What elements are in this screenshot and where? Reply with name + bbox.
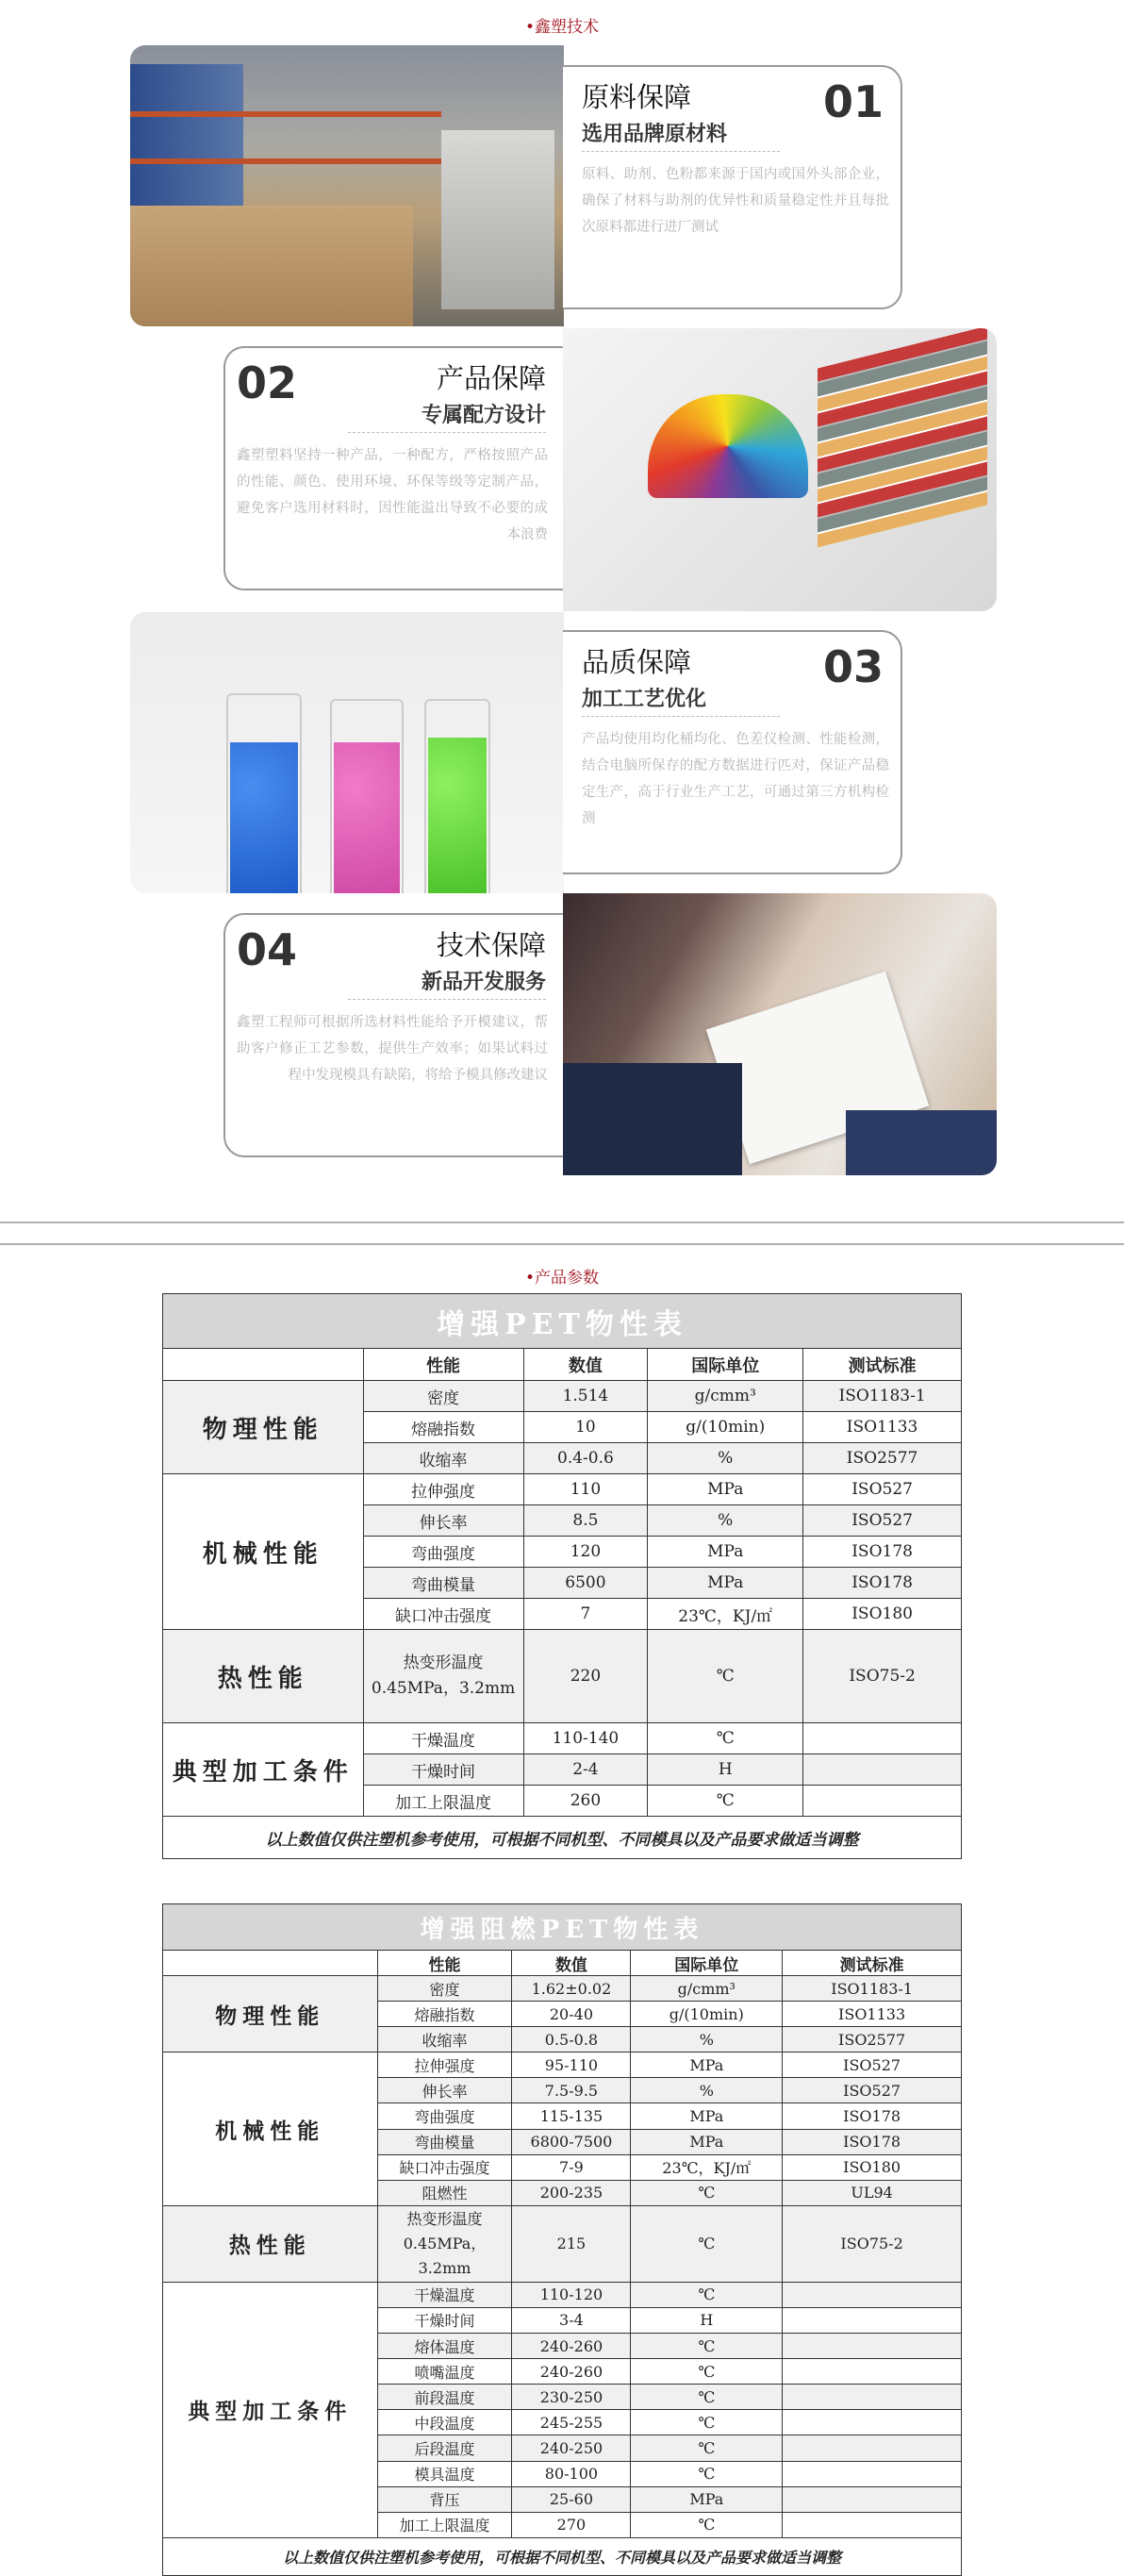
- table-cell: MPa: [631, 2486, 783, 2512]
- table-cell: ℃: [631, 2461, 783, 2486]
- table-cell: 260: [523, 1786, 648, 1817]
- table-cell: 20-40: [512, 2002, 631, 2027]
- table-cell: H: [631, 2307, 783, 2333]
- table-cell: 后段温度: [377, 2435, 512, 2461]
- table-cell: %: [631, 2027, 783, 2052]
- table-cell: ISO1133: [803, 1412, 962, 1443]
- pet-properties-table: [162, 1293, 962, 1859]
- table-cell: [783, 2359, 962, 2385]
- table-cell: 弯曲模量: [363, 1568, 523, 1599]
- table-cell: 收缩率: [363, 1443, 523, 1474]
- table-cell: 收缩率: [377, 2027, 512, 2052]
- table-cell: 120: [523, 1537, 648, 1568]
- table-cell: 背压: [377, 2486, 512, 2512]
- table-cell: ISO527: [803, 1505, 962, 1537]
- table-row: [163, 1474, 962, 1505]
- table-row: [163, 2052, 962, 2078]
- table-cell: [783, 2486, 962, 2512]
- dashed-divider: [582, 716, 780, 717]
- table-cell: 220: [523, 1630, 648, 1723]
- feature-card-03: [563, 630, 902, 874]
- table-cell: 7: [523, 1599, 648, 1630]
- table-cell: ISO527: [783, 2052, 962, 2078]
- table-row: [163, 1976, 962, 2002]
- table-cell: 215: [512, 2205, 631, 2282]
- category-cell: 物理性能: [163, 1381, 364, 1474]
- feature-card-02: [223, 346, 565, 590]
- table-cell: 110: [523, 1474, 648, 1505]
- header-blank: [163, 1951, 378, 1976]
- table-cell: ISO1183-1: [803, 1381, 962, 1412]
- table-cell: 缺口冲击强度: [363, 1599, 523, 1630]
- column-header: 数值: [512, 1951, 631, 1976]
- table-cell: 3-4: [512, 2307, 631, 2333]
- table-cell: [783, 2385, 962, 2410]
- table-cell: 8.5: [523, 1505, 648, 1537]
- table-row: [163, 1723, 962, 1754]
- table-cell: 2-4: [523, 1754, 648, 1786]
- table-cell: 1.514: [523, 1381, 648, 1412]
- table-cell: ISO178: [803, 1568, 962, 1599]
- plastic-pellets-test-tubes-photo: [130, 612, 564, 893]
- table-cell: MPa: [631, 2103, 783, 2129]
- table-cell: 伸长率: [363, 1505, 523, 1537]
- table-cell: 干燥温度: [363, 1723, 523, 1754]
- table-cell: 伸长率: [377, 2078, 512, 2103]
- table-cell: 110-120: [512, 2282, 631, 2307]
- table-cell: 拉伸强度: [363, 1474, 523, 1505]
- table-cell: MPa: [648, 1568, 803, 1599]
- table-cell: 23℃，KJ/㎡: [648, 1599, 803, 1630]
- table-cell: 干燥时间: [363, 1754, 523, 1786]
- table-cell: 加工上限温度: [363, 1786, 523, 1817]
- table-cell: ISO1133: [783, 2002, 962, 2027]
- table-cell: [803, 1786, 962, 1817]
- table-cell: ℃: [648, 1786, 803, 1817]
- table-cell: ℃: [631, 2359, 783, 2385]
- section-divider-top: [0, 1222, 1124, 1223]
- dashed-divider: [348, 999, 546, 1000]
- table-cell: 245-255: [512, 2410, 631, 2435]
- table-cell: %: [648, 1505, 803, 1537]
- table-title: 增强阻燃PET物性表: [163, 1904, 962, 1951]
- table-cell: 115-135: [512, 2103, 631, 2129]
- warehouse-photo: [130, 45, 564, 326]
- table-cell: 240-260: [512, 2334, 631, 2359]
- table-cell: 缺口冲击强度: [377, 2154, 512, 2180]
- table-cell: [783, 2410, 962, 2435]
- table-cell: 80-100: [512, 2461, 631, 2486]
- table-cell: [783, 2435, 962, 2461]
- table-cell: %: [631, 2078, 783, 2103]
- table-cell: ISO180: [783, 2154, 962, 2180]
- feature-card-04: [223, 913, 565, 1157]
- table-cell: 6800-7500: [512, 2129, 631, 2154]
- table-cell: ISO2577: [803, 1443, 962, 1474]
- table-cell: 弯曲强度: [377, 2103, 512, 2129]
- table-row: [163, 1630, 962, 1723]
- feature-body: 原料、助剂、色粉都来源于国内或国外头部企业，确保了材料与助剂的优异性和质量稳定性并且每批次原料都进行进厂测试: [582, 167, 889, 235]
- category-cell: 热性能: [163, 1630, 364, 1723]
- table-cell: 中段温度: [377, 2410, 512, 2435]
- table-cell: 喷嘴温度: [377, 2359, 512, 2385]
- table-row: [163, 2282, 962, 2307]
- feature-subtitle: 选用品牌原材料: [582, 123, 728, 146]
- business-meeting-photo: [563, 893, 997, 1175]
- table-cell: ℃: [631, 2410, 783, 2435]
- table-cell: ℃: [631, 2334, 783, 2359]
- feature-title: 原料保障: [582, 81, 692, 113]
- table-cell: 7.5-9.5: [512, 2078, 631, 2103]
- column-header: 国际单位: [648, 1349, 803, 1381]
- table-cell: ISO527: [803, 1474, 962, 1505]
- table-cell: 阻燃性: [377, 2180, 512, 2205]
- table-cell: [783, 2461, 962, 2486]
- feature-body: 鑫塑工程师可根据所选材料性能给予开模建议，帮助客户修正工艺参数，提供生产效率；如果试料过程中发现模具有缺陷，将给予模具修改建议: [237, 1015, 548, 1083]
- feature-body: 产品均使用均化桶均化、色差仪检测、性能检测，结合电脑所保存的配方数据进行匹对，保证产品稳定生产，高于行业生产工艺，可通过第三方机构检测: [582, 732, 889, 826]
- table-cell: H: [648, 1754, 803, 1786]
- table-cell: ℃: [631, 2180, 783, 2205]
- category-cell: 机械性能: [163, 2052, 378, 2206]
- column-header: 测试标准: [783, 1951, 962, 1976]
- table-cell: ISO527: [783, 2078, 962, 2103]
- table-cell: ISO178: [783, 2103, 962, 2129]
- feature-title: 技术保障: [436, 929, 546, 961]
- feature-subtitle: 新品开发服务: [421, 971, 546, 994]
- table-cell: 0.5-0.8: [512, 2027, 631, 2052]
- section-divider-bottom: [0, 1243, 1124, 1245]
- section-title-params: •产品参数: [524, 1269, 600, 1288]
- table-cell: ℃: [631, 2512, 783, 2537]
- table-cell: 25-60: [512, 2486, 631, 2512]
- table-cell: ISO180: [803, 1599, 962, 1630]
- table-cell: ℃: [631, 2205, 783, 2282]
- table-cell: 270: [512, 2512, 631, 2537]
- table-cell: [783, 2512, 962, 2537]
- table-cell: MPa: [631, 2052, 783, 2078]
- table-cell: ℃: [631, 2435, 783, 2461]
- table-cell: [783, 2334, 962, 2359]
- table-cell: ISO75-2: [783, 2205, 962, 2282]
- table-cell: 110-140: [523, 1723, 648, 1754]
- table-cell: ISO1183-1: [783, 1976, 962, 2002]
- column-header: 性能: [363, 1349, 523, 1381]
- table-cell: 7-9: [512, 2154, 631, 2180]
- feature-number: 01: [822, 76, 884, 127]
- table-cell: 230-250: [512, 2385, 631, 2410]
- table-footnote: 以上数值仅供注塑机参考使用，可根据不同机型、不同模具以及产品要求做适当调整: [163, 1817, 962, 1859]
- category-cell: 物理性能: [163, 1976, 378, 2052]
- table-row: [163, 1381, 962, 1412]
- table-cell: ISO2577: [783, 2027, 962, 2052]
- table-cell: MPa: [631, 2129, 783, 2154]
- feature-subtitle: 专属配方设计: [421, 404, 546, 427]
- table-cell: 弯曲强度: [363, 1537, 523, 1568]
- table-cell: [783, 2307, 962, 2333]
- table-cell: 模具温度: [377, 2461, 512, 2486]
- dashed-divider: [348, 432, 546, 433]
- section-title-tech: •鑫塑技术: [524, 18, 600, 37]
- category-cell: 机械性能: [163, 1474, 364, 1630]
- table-cell: 熔融指数: [377, 2002, 512, 2027]
- feature-number: 03: [822, 641, 884, 692]
- table-cell: ISO178: [783, 2129, 962, 2154]
- table-footnote: 以上数值仅供注塑机参考使用，可根据不同机型、不同模具以及产品要求做适当调整: [163, 2537, 962, 2575]
- table-cell: ℃: [631, 2282, 783, 2307]
- category-cell: 典型加工条件: [163, 2282, 378, 2537]
- table-cell: MPa: [648, 1537, 803, 1568]
- table-cell: 10: [523, 1412, 648, 1443]
- table-cell: 1.62±0.02: [512, 1976, 631, 2002]
- table-cell: 弯曲模量: [377, 2129, 512, 2154]
- table-cell: 热变形温度 0.45MPa，3.2mm: [377, 2205, 512, 2282]
- table-cell: [783, 2282, 962, 2307]
- table-cell: 0.4-0.6: [523, 1443, 648, 1474]
- column-header: 测试标准: [803, 1349, 962, 1381]
- table-cell: 200-235: [512, 2180, 631, 2205]
- column-header: 国际单位: [631, 1951, 783, 1976]
- category-cell: 热性能: [163, 2205, 378, 2282]
- table-cell: 干燥时间: [377, 2307, 512, 2333]
- table-cell: %: [648, 1443, 803, 1474]
- table-cell: 加工上限温度: [377, 2512, 512, 2537]
- table-cell: 密度: [363, 1381, 523, 1412]
- table-cell: 23℃，KJ/㎡: [631, 2154, 783, 2180]
- feature-title: 品质保障: [582, 646, 692, 678]
- feature-card-01: [563, 65, 902, 309]
- table-cell: MPa: [648, 1474, 803, 1505]
- table-title: 增强PET物性表: [163, 1294, 962, 1349]
- table-cell: 95-110: [512, 2052, 631, 2078]
- feature-number: 02: [237, 357, 298, 408]
- table-cell: ℃: [631, 2385, 783, 2410]
- table-cell: g/cmm³: [631, 1976, 783, 2002]
- table-cell: g/cmm³: [648, 1381, 803, 1412]
- table-cell: 熔融指数: [363, 1412, 523, 1443]
- feature-title: 产品保障: [436, 362, 546, 394]
- feature-subtitle: 加工工艺优化: [582, 688, 707, 711]
- table-cell: ISO178: [803, 1537, 962, 1568]
- table-cell: 干燥温度: [377, 2282, 512, 2307]
- category-cell: 典型加工条件: [163, 1723, 364, 1817]
- table-cell: 6500: [523, 1568, 648, 1599]
- feature-body: 鑫塑塑料坚持一种产品，一种配方，严格按照产品的性能、颜色、使用环境、环保等级等定制产品，避免客户选用材料时，因性能溢出导致不必要的成本浪费: [237, 448, 548, 542]
- column-header: 数值: [523, 1349, 648, 1381]
- table-cell: g/(10min): [648, 1412, 803, 1443]
- dashed-divider: [582, 151, 780, 152]
- table-cell: [803, 1754, 962, 1786]
- column-header: 性能: [377, 1951, 512, 1976]
- feature-number: 04: [237, 924, 298, 975]
- table-row: [163, 2205, 962, 2282]
- table-cell: 前段温度: [377, 2385, 512, 2410]
- table-cell: g/(10min): [631, 2002, 783, 2027]
- table-cell: ℃: [648, 1630, 803, 1723]
- table-cell: ISO75-2: [803, 1630, 962, 1723]
- table-cell: 拉伸强度: [377, 2052, 512, 2078]
- table-cell: [803, 1723, 962, 1754]
- table-cell: 密度: [377, 1976, 512, 2002]
- color-swatches-photo: [563, 328, 997, 611]
- table-cell: UL94: [783, 2180, 962, 2205]
- table-cell: ℃: [648, 1723, 803, 1754]
- table-cell: 熔体温度: [377, 2334, 512, 2359]
- flame-retardant-pet-properties-table: [162, 1903, 962, 2576]
- table-cell: 热变形温度 0.45MPa，3.2mm: [363, 1630, 523, 1723]
- table-cell: 240-250: [512, 2435, 631, 2461]
- table-cell: 240-260: [512, 2359, 631, 2385]
- header-blank: [163, 1349, 364, 1381]
